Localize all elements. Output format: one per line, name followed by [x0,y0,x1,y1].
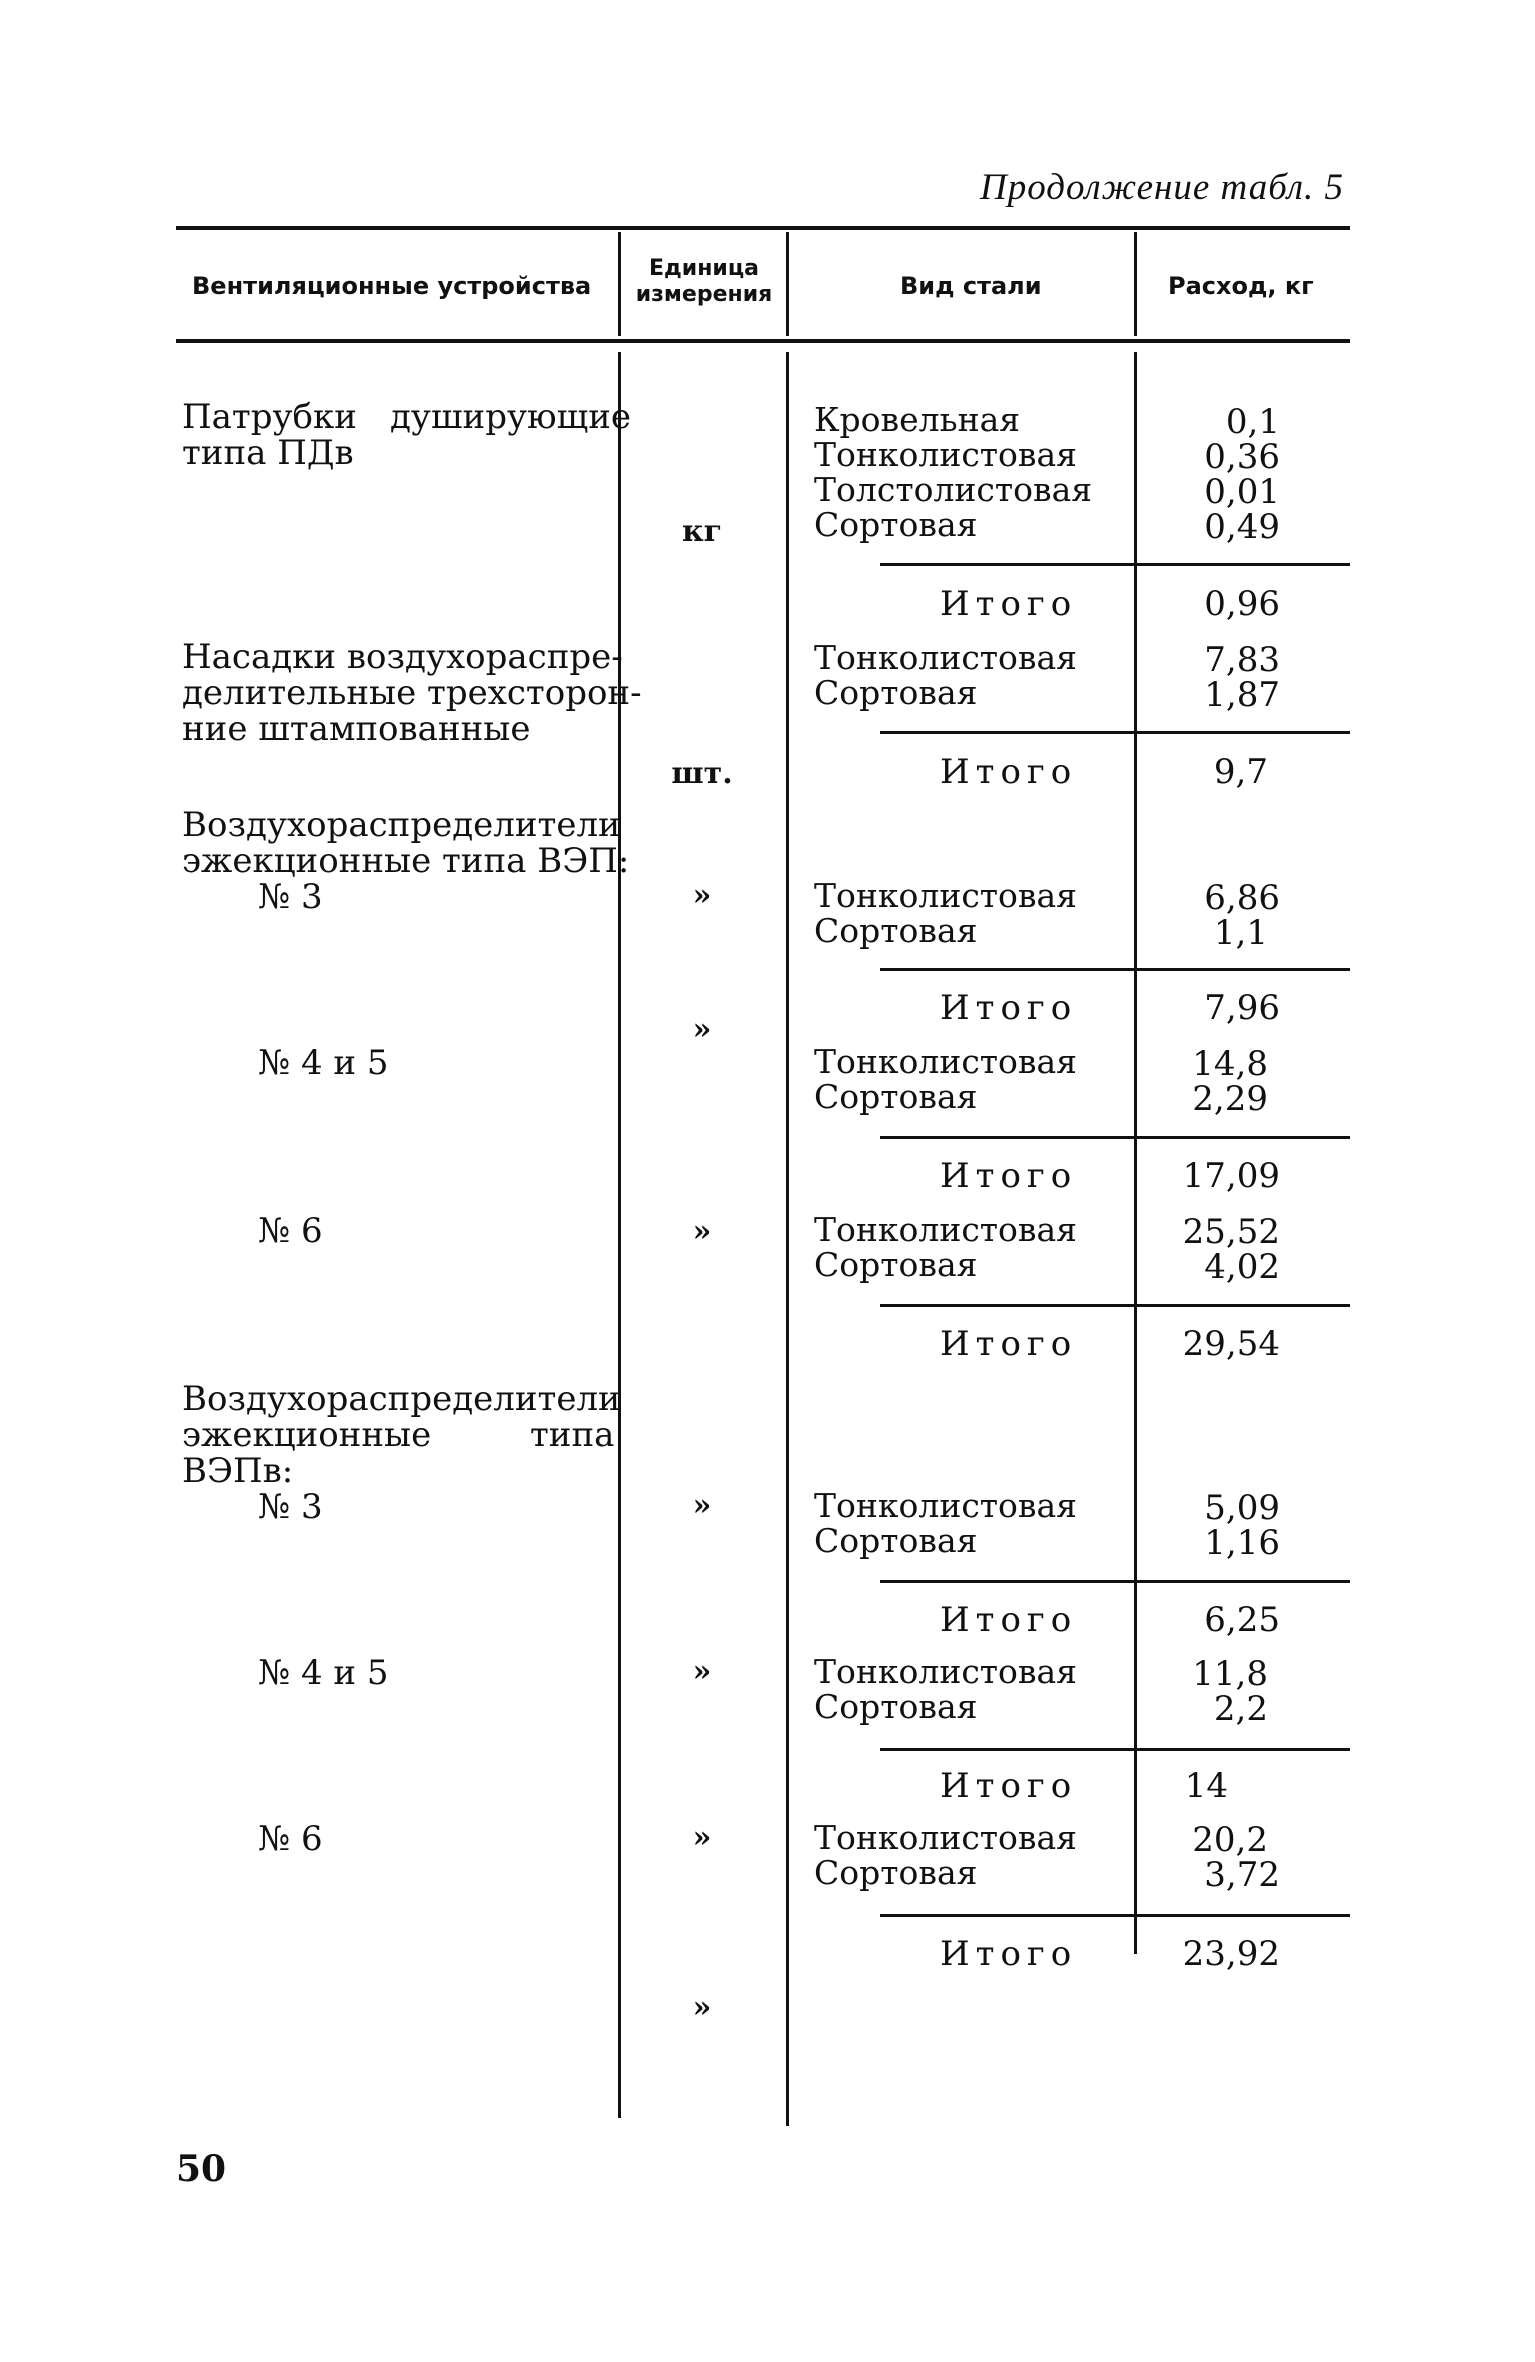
steel-type: Сортовая [814,673,978,712]
subtotal-value: 17,09 [1182,1156,1280,1196]
device-vepv-line3: ВЭПв: [182,1451,294,1491]
subtotal-rule [880,563,1350,566]
device-nozzles-line1: Насадки воздухораспре- [182,637,623,677]
header-rule [176,339,1350,343]
header-steel-type: Вид стали [900,272,1042,300]
subtotal-value: 9,7 [1213,752,1268,792]
table-caption: Продолжение табл. 5 [980,167,1345,208]
steel-type: Тонколистовая [814,435,1078,474]
steel-type: Сортовая [814,505,978,544]
steel-type: Тонколистовая [814,1042,1078,1081]
device-vep-n3: № 3 [258,877,323,917]
subtotal-rule [880,1748,1350,1751]
device-vepv-n6: № 6 [258,1819,323,1859]
subtotal-label: Итого [940,1156,1078,1196]
consumption-value: 7,83 [1204,640,1280,680]
consumption-value: 14,8 [1192,1044,1268,1084]
device-vep-line1: Воздухораспределители [182,805,621,845]
consumption-value: 1,16 [1204,1523,1280,1563]
steel-type: Толстолистовая [814,470,1093,509]
col-divider-1 [618,352,621,2118]
steel-type: Сортовая [814,1853,978,1892]
consumption-value: 11,8 [1192,1654,1268,1694]
subtotal-rule [880,1136,1350,1139]
consumption-value: 1,87 [1204,675,1280,715]
consumption-value: 20,2 [1192,1820,1268,1860]
consumption-value: 5,09 [1204,1488,1280,1528]
consumption-value: 25,52 [1182,1212,1280,1252]
col-divider-2 [786,352,789,2126]
steel-type: Кровельная [814,400,1021,439]
device-nozzles-line3: ние штампованные [182,709,531,749]
unit-value: » [692,1990,712,2025]
device-vep-line2: эжекционные типа ВЭП: [182,841,630,881]
device-pdv-line2: типа ПДв [182,433,354,473]
consumption-value: 0,1 [1225,402,1280,442]
unit-value: » [692,1488,712,1523]
steel-type: Тонколистовая [814,1486,1078,1525]
col-divider-1-header [618,232,621,336]
steel-type: Тонколистовая [814,876,1078,915]
subtotal-label: Итого [940,1766,1078,1806]
subtotal-label: Итого [940,1324,1078,1364]
subtotal-rule [880,1580,1350,1583]
device-vepv-n45: № 4 и 5 [258,1653,389,1693]
subtotal-rule [880,731,1350,734]
col-divider-3 [1134,352,1137,1954]
unit-value: » [692,1654,712,1689]
subtotal-value: 0,96 [1204,584,1280,624]
unit-value: » [692,1214,712,1249]
steel-type: Сортовая [814,1245,978,1284]
device-pdv-line1b: душирующие [390,397,631,437]
steel-type: Тонколистовая [814,1210,1078,1249]
steel-type: Тонколистовая [814,1818,1078,1857]
consumption-value: 0,49 [1204,507,1280,547]
subtotal-value: 29,54 [1182,1324,1280,1364]
subtotal-label: Итого [940,584,1078,624]
unit-value: шт. [671,756,733,791]
col-divider-3-header [1134,232,1137,336]
steel-type: Сортовая [814,1687,978,1726]
device-vepv-line1: Воздухораспределители [182,1379,621,1419]
device-vepv-n3: № 3 [258,1487,323,1527]
unit-value: » [692,1012,712,1047]
subtotal-value: 7,96 [1204,988,1280,1028]
device-pdv-line1a: Патрубки [182,397,357,437]
header-unit-line2: измерения [635,282,773,307]
consumption-value: 3,72 [1204,1855,1280,1895]
steel-type: Тонколистовая [814,638,1078,677]
device-vep-n45: № 4 и 5 [258,1043,389,1083]
steel-type: Сортовая [814,1521,978,1560]
device-nozzles-line2: делительные трехсторон- [182,673,642,713]
unit-value: » [692,878,712,913]
subtotal-label: Итого [940,1934,1078,1974]
top-rule [176,226,1350,230]
subtotal-label: Итого [940,1600,1078,1640]
consumption-value: 0,01 [1204,472,1280,512]
device-vepv-line2b: типа [530,1415,615,1455]
subtotal-label: Итого [940,752,1078,792]
subtotal-rule [880,1304,1350,1307]
header-devices: Вентиляционные устройства [192,272,592,300]
subtotal-rule [880,968,1350,971]
steel-type: Сортовая [814,1077,978,1116]
header-unit-line1: Единица [649,256,759,281]
subtotal-label: Итого [940,988,1078,1028]
subtotal-value: 23,92 [1182,1934,1280,1974]
consumption-value: 6,86 [1204,878,1280,918]
device-vep-n6: № 6 [258,1211,323,1251]
unit-value: » [692,1820,712,1855]
steel-type: Сортовая [814,911,978,950]
subtotal-value: 6,25 [1204,1600,1280,1640]
page-number: 50 [176,2148,227,2190]
header-consumption: Расход, кг [1168,272,1314,300]
consumption-value: 0,36 [1204,437,1280,477]
col-divider-2-header [786,232,789,336]
consumption-value: 4,02 [1204,1247,1280,1287]
consumption-value: 2,2 [1213,1689,1268,1729]
subtotal-value: 14 [1184,1766,1228,1806]
header-unit [624,256,784,308]
device-vepv-line2a: эжекционные [182,1415,432,1455]
steel-type: Тонколистовая [814,1652,1078,1691]
consumption-value: 1,1 [1213,913,1268,953]
subtotal-rule [880,1914,1350,1917]
unit-value: кг [681,514,723,549]
consumption-value: 2,29 [1192,1079,1268,1119]
